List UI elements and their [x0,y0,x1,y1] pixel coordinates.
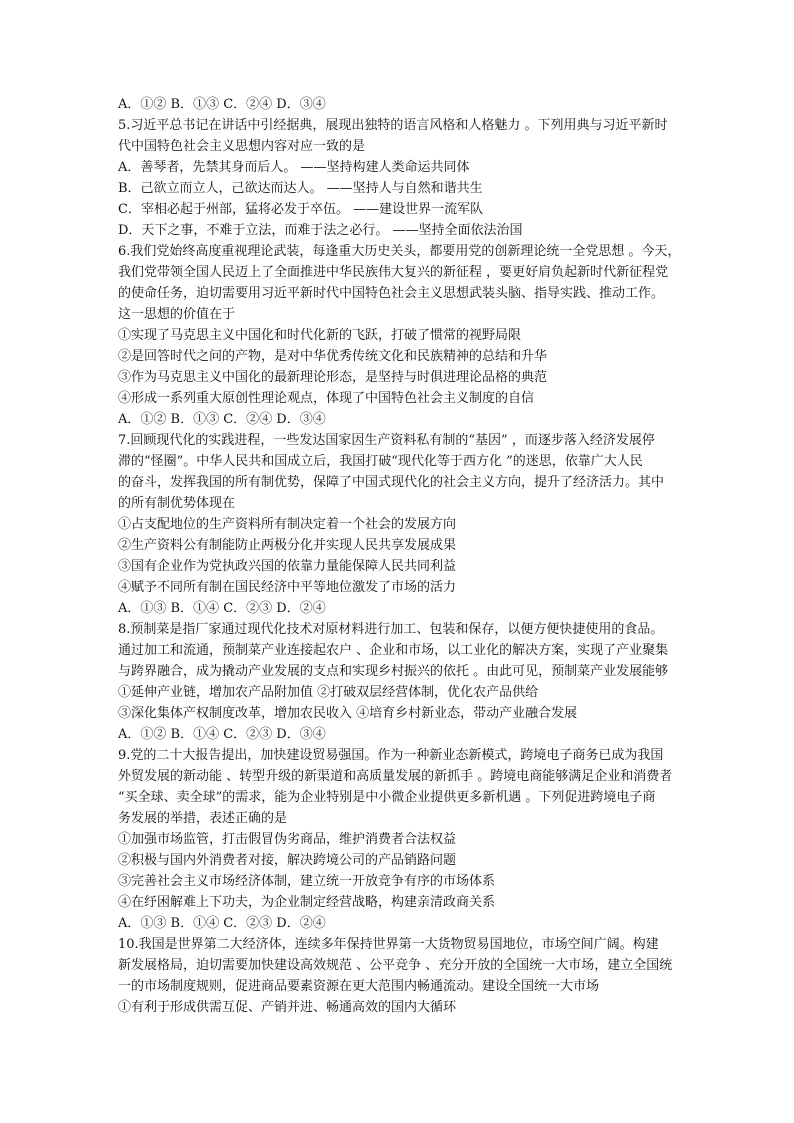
q6-statement-2: ②是回答时代之问的产物，是对中华优秀传统文化和民族精神的总结和升华 [118,349,548,364]
q8-statements-1-2: ①延伸产业链，增加农产品附加值 ②打破双层经营体制，优化农产品供给 [118,685,539,700]
q4-answer-options: A．①② B．①③ C．②④ D．③④ [118,97,326,112]
q9-stem-line-4: 务发展的举措，表述正确的是 [118,811,288,826]
q10-stem-line-2: 新发展格局，迫切需要加快建设高效规范 、公平竞争 、充分开放的全国统一大市场，建立全国统 [118,958,673,973]
q6-statement-3: ③作为马克思主义中国化的最新理论形态，是坚持与时俱进理论品格的典范 [118,370,548,385]
q9-statement-4: ④在纾困解难上下功夫，为企业制定经营战略，构建亲清政商关系 [118,895,496,910]
q6-stem-line-4: 这一思想的价值在于 [118,307,236,322]
q9-statement-3: ③完善社会主义市场经济体制，建立统一开放竞争有序的市场体系 [118,874,496,889]
q8-statements-3-4: ③深化集体产权制度改革，增加农民收入 ④培育乡村新业态，带动产业融合发展 [118,706,578,721]
q6-answer-options: A．①② B．①③ C．②④ D．③④ [118,412,326,427]
q9-answer-options: A．①③ B．①④ C．②③ D．②④ [118,916,326,931]
q9-stem-line-2: 外贸发展的新动能 、转型升级的新渠道和高质量发展的新抓手 。跨境电商能够满足企业和消费者 [118,769,673,784]
q10-stem-line-3: 一的市场制度规则，促进商品要素资源在更大范围内畅通流动。建设全国统一大市场 [118,979,600,994]
q5-option-d: D．天下之事，不难于立法，而难于法之必行。 ——坚持全面依法治国 [118,223,523,238]
q8-answer-options: A．①② B．①④ C．②③ D．③④ [118,727,326,742]
q5-option-c: C．宰相必起于州部，猛将必发于卒伍。 ——建设世界一流军队 [118,202,484,217]
exam-page [118,94,688,1018]
q9-stem-line-1: 9.党的二十大报告提出，加快建设贸易强国。作为一种新业态新模式，跨境电子商务已成为我国 [118,748,664,763]
q5-option-b: B．己欲立而立人，己欲达而达人。 ——坚持人与自然和谐共生 [118,181,483,196]
q6-statement-4: ④形成一系列重大原创性理论观点，体现了中国特色社会主义制度的自信 [118,391,535,406]
q7-statement-4: ④赋予不同所有制在国民经济中平等地位激发了市场的活力 [118,580,457,595]
q7-stem-line-2: 滞的“怪圈”。中华人民共和国成立后，我国打破“现代化等于西方化 ”的迷思，依靠广大人民 [118,454,643,469]
q10-statement-1: ①有利于形成供需互促、产销并进、畅通高效的国内大循环 [118,1000,457,1015]
q10-stem-line-1: 10.我国是世界第二大经济体，连续多年保持世界第一大货物贸易国地位，市场空间广阔。构建 [118,937,659,952]
q5-stem-line-1: 5.习近平总书记在讲话中引经据典，展现出独特的语言风格和人格魅力 。下列用典与习近平新时 [118,118,668,133]
q7-answer-options: A．①③ B．①④ C．②③ D．②④ [118,601,326,616]
q7-stem-line-3: 的奋斗，发挥我国的所有制优势，保障了中国式现代化的社会主义方向，提升了经济活力。其中 [118,475,665,490]
q8-stem-line-1: 8.预制菜是指厂家通过现代化技术对原材料进行加工、包装和保存，以便方便快捷使用的食品。 [118,622,664,637]
q9-statement-1: ①加强市场监管，打击假冒伪劣商品，维护消费者合法权益 [118,832,457,847]
q9-statement-2: ②积极与国内外消费者对接，解决跨境公司的产品销路问题 [118,853,457,868]
q5-option-a: A．善琴者，先禁其身而后人。 ——坚持构建人类命运共同体 [118,160,470,175]
q8-stem-line-2: 通过加工和流通，预制菜产业连接起农户 、企业和市场，以工业化的解决方案，实现了产业聚集 [118,643,669,658]
q6-stem-line-1: 6.我们党始终高度重视理论武装，每逢重大历史关头，都要用党的创新理论统一全党思想 。今天， [118,244,681,259]
q7-stem-line-1: 7.回顾现代化的实践进程，一些发达国家因生产资料私有制的“基因” ，而逐步落入经济发展停 [118,433,655,448]
q9-stem-line-3: “买全球、卖全球”的需求，能为企业特别是中小微企业提供更多新机遇 。下列促进跨境电子商 [118,790,656,805]
q7-statement-3: ③国有企业作为党执政兴国的依靠力量能保障人民共同利益 [118,559,457,574]
q5-stem-line-2: 代中国特色社会主义思想内容对应一致的是 [118,139,366,154]
q6-stem-line-2: 我们党带领全国人民迈上了全面推进中华民族伟大复兴的新征程 ，要更好肩负起新时代新征程党 [118,265,669,280]
q7-statement-1: ①占支配地位的生产资料所有制决定着一个社会的发展方向 [118,517,457,532]
q6-statement-1: ①实现了马克思主义中国化和时代化新的飞跃，打破了惯常的视野局限 [118,328,522,343]
q7-stem-line-4: 的所有制优势体现在 [118,496,236,511]
q6-stem-line-3: 的使命任务，迫切需要用习近平新时代中国特色社会主义思想武装头脑、指导实践、推动工作。 [118,286,665,301]
q8-stem-line-3: 与跨界融合，成为撬动产业发展的支点和实现乡村振兴的依托 。由此可见，预制菜产业发展能够 [118,664,669,679]
q7-statement-2: ②生产资料公有制能防止两极分化并实现人民共享发展成果 [118,538,457,553]
